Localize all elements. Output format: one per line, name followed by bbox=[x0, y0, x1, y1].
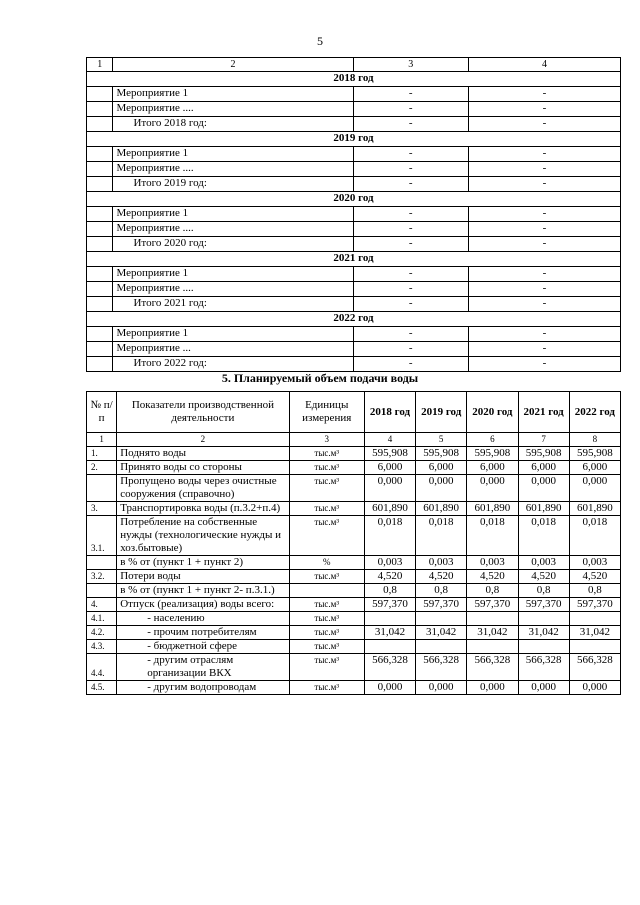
indicator-name: в % от (пункт 1 + пункт 2- п.3.1.) bbox=[117, 584, 289, 598]
measure-value: - bbox=[468, 237, 620, 252]
row-number: 4.2. bbox=[87, 626, 117, 640]
value-cell: 0,000 bbox=[467, 475, 518, 502]
measure-name: Мероприятие 1 bbox=[113, 87, 353, 102]
measure-name: Итого 2019 год: bbox=[113, 177, 353, 192]
value-cell: 595,908 bbox=[569, 447, 620, 461]
year-heading-row bbox=[87, 72, 621, 87]
value-cell: 566,328 bbox=[518, 654, 569, 681]
value-cell: 4,520 bbox=[518, 570, 569, 584]
row-number: 1. bbox=[87, 447, 117, 461]
header-year: 2019 год bbox=[416, 392, 467, 433]
table-row bbox=[87, 598, 621, 612]
year-heading-row bbox=[87, 192, 621, 207]
table-row bbox=[87, 297, 621, 312]
measure-value: - bbox=[353, 147, 468, 162]
row-number-cell bbox=[87, 117, 113, 132]
value-cell bbox=[364, 612, 415, 626]
value-cell: 6,000 bbox=[518, 461, 569, 475]
value-cell: 0,8 bbox=[518, 584, 569, 598]
table-row bbox=[87, 447, 621, 461]
value-cell: 0,018 bbox=[416, 516, 467, 556]
row-number-cell bbox=[87, 162, 113, 177]
value-cell: 566,328 bbox=[467, 654, 518, 681]
header-unit: Единицы измерения bbox=[289, 392, 364, 433]
column-number-cell: 5 bbox=[416, 433, 467, 447]
value-cell: 0,000 bbox=[569, 475, 620, 502]
row-number: 4.1. bbox=[87, 612, 117, 626]
measure-value: - bbox=[468, 342, 620, 357]
value-cell: 0,000 bbox=[569, 681, 620, 695]
value-cell: 31,042 bbox=[467, 626, 518, 640]
value-cell: 0,8 bbox=[467, 584, 518, 598]
row-number bbox=[87, 475, 117, 502]
unit-cell: тыс.м³ bbox=[289, 640, 364, 654]
value-cell: 601,890 bbox=[518, 502, 569, 516]
table-row bbox=[87, 502, 621, 516]
row-number-cell bbox=[87, 357, 113, 372]
unit-cell: тыс.м³ bbox=[289, 516, 364, 556]
value-cell: 4,520 bbox=[569, 570, 620, 584]
year-heading: 2021 год bbox=[87, 252, 621, 267]
indicator-name: Пропущено воды через очистные сооружения (справочно) bbox=[117, 475, 289, 502]
measure-name: Итого 2018 год: bbox=[113, 117, 353, 132]
unit-cell: тыс.м³ bbox=[289, 654, 364, 681]
measure-value: - bbox=[353, 297, 468, 312]
indicator-name: - бюджетной сфере bbox=[117, 640, 289, 654]
header-year: 2021 год bbox=[518, 392, 569, 433]
indicator-name: Отпуск (реализация) воды всего: bbox=[117, 598, 289, 612]
value-cell: 0,8 bbox=[364, 584, 415, 598]
value-cell: 31,042 bbox=[416, 626, 467, 640]
measure-value: - bbox=[468, 282, 620, 297]
row-number-cell bbox=[87, 267, 113, 282]
indicator-name: Принято воды со стороны bbox=[117, 461, 289, 475]
value-cell: 597,370 bbox=[416, 598, 467, 612]
header-row bbox=[87, 392, 621, 433]
value-cell: 597,370 bbox=[518, 598, 569, 612]
measure-name: Итого 2020 год: bbox=[113, 237, 353, 252]
column-number-cell: 2 bbox=[117, 433, 289, 447]
unit-cell: тыс.м³ bbox=[289, 612, 364, 626]
table-row bbox=[87, 207, 621, 222]
header-indicator: Показатели производственной деятельности bbox=[117, 392, 289, 433]
value-cell: 0,003 bbox=[416, 556, 467, 570]
value-cell bbox=[416, 612, 467, 626]
unit-cell: тыс.м³ bbox=[289, 598, 364, 612]
measure-value: - bbox=[353, 207, 468, 222]
value-cell: 0,000 bbox=[364, 475, 415, 502]
measure-name: Мероприятие 1 bbox=[113, 147, 353, 162]
row-number: 3.2. bbox=[87, 570, 117, 584]
value-cell: 601,890 bbox=[364, 502, 415, 516]
measure-value: - bbox=[468, 162, 620, 177]
value-cell: 601,890 bbox=[467, 502, 518, 516]
value-cell: 0,018 bbox=[518, 516, 569, 556]
table-row bbox=[87, 177, 621, 192]
value-cell: 0,000 bbox=[518, 475, 569, 502]
table-row bbox=[87, 584, 621, 598]
value-cell: 566,328 bbox=[364, 654, 415, 681]
column-number-cell: 1 bbox=[87, 433, 117, 447]
measure-value: - bbox=[353, 222, 468, 237]
indicator-name: в % от (пункт 1 + пункт 2) bbox=[117, 556, 289, 570]
column-number-cell: 8 bbox=[569, 433, 620, 447]
value-cell: 601,890 bbox=[416, 502, 467, 516]
row-number-cell bbox=[87, 147, 113, 162]
measure-name: Мероприятие .... bbox=[113, 222, 353, 237]
value-cell: 0,003 bbox=[467, 556, 518, 570]
row-number: 4.4. bbox=[87, 654, 117, 681]
value-cell bbox=[467, 612, 518, 626]
row-number-cell bbox=[87, 237, 113, 252]
column-number-cell: 1 bbox=[87, 58, 113, 72]
value-cell: 597,370 bbox=[467, 598, 518, 612]
unit-cell bbox=[289, 584, 364, 598]
value-cell: 0,8 bbox=[416, 584, 467, 598]
value-cell: 566,328 bbox=[569, 654, 620, 681]
header-row bbox=[87, 58, 621, 72]
table-row bbox=[87, 570, 621, 584]
value-cell: 4,520 bbox=[364, 570, 415, 584]
measures-table bbox=[86, 57, 621, 372]
value-cell: 31,042 bbox=[569, 626, 620, 640]
row-number-cell bbox=[87, 87, 113, 102]
measure-name: Итого 2021 год: bbox=[113, 297, 353, 312]
value-cell bbox=[518, 612, 569, 626]
value-cell: 597,370 bbox=[569, 598, 620, 612]
year-heading-row bbox=[87, 252, 621, 267]
measure-name: Итого 2022 год: bbox=[113, 357, 353, 372]
column-numbers-row bbox=[87, 433, 621, 447]
measure-value: - bbox=[468, 117, 620, 132]
column-number-cell: 4 bbox=[364, 433, 415, 447]
row-number bbox=[87, 584, 117, 598]
value-cell: 0,000 bbox=[518, 681, 569, 695]
table-row bbox=[87, 267, 621, 282]
value-cell: 4,520 bbox=[467, 570, 518, 584]
row-number-cell bbox=[87, 102, 113, 117]
unit-cell: тыс.м³ bbox=[289, 502, 364, 516]
row-number: 3. bbox=[87, 502, 117, 516]
measure-value: - bbox=[353, 237, 468, 252]
header-year: 2018 год bbox=[364, 392, 415, 433]
indicator-name: Поднято воды bbox=[117, 447, 289, 461]
measure-value: - bbox=[353, 357, 468, 372]
value-cell: 0,003 bbox=[518, 556, 569, 570]
row-number-cell bbox=[87, 342, 113, 357]
year-heading: 2020 год bbox=[87, 192, 621, 207]
table-row bbox=[87, 681, 621, 695]
unit-cell: тыс.м³ bbox=[289, 570, 364, 584]
table-row bbox=[87, 327, 621, 342]
value-cell: 597,370 bbox=[364, 598, 415, 612]
measure-name: Мероприятие 1 bbox=[113, 267, 353, 282]
value-cell bbox=[467, 640, 518, 654]
value-cell: 0,000 bbox=[416, 681, 467, 695]
year-heading: 2022 год bbox=[87, 312, 621, 327]
measure-value: - bbox=[468, 177, 620, 192]
table-row bbox=[87, 640, 621, 654]
unit-cell: тыс.м³ bbox=[289, 461, 364, 475]
measure-value: - bbox=[468, 87, 620, 102]
header-year: 2022 год bbox=[569, 392, 620, 433]
measure-value: - bbox=[353, 327, 468, 342]
measure-value: - bbox=[353, 177, 468, 192]
year-heading-row bbox=[87, 312, 621, 327]
measure-value: - bbox=[468, 297, 620, 312]
table-row bbox=[87, 237, 621, 252]
header-year: 2020 год bbox=[467, 392, 518, 433]
column-number-cell: 7 bbox=[518, 433, 569, 447]
header-num: № п/п bbox=[87, 392, 117, 433]
measure-value: - bbox=[468, 147, 620, 162]
value-cell: 0,018 bbox=[467, 516, 518, 556]
table-row bbox=[87, 102, 621, 117]
row-number-cell bbox=[87, 222, 113, 237]
value-cell: 0,8 bbox=[569, 584, 620, 598]
row-number: 2. bbox=[87, 461, 117, 475]
value-cell: 0,018 bbox=[569, 516, 620, 556]
indicator-name: - прочим потребителям bbox=[117, 626, 289, 640]
value-cell: 595,908 bbox=[416, 447, 467, 461]
measure-value: - bbox=[468, 207, 620, 222]
table-row bbox=[87, 87, 621, 102]
value-cell bbox=[364, 640, 415, 654]
unit-cell: тыс.м³ bbox=[289, 447, 364, 461]
indicator-name: - населению bbox=[117, 612, 289, 626]
indicator-name: Потребление на собственные нужды (технологические нужды и хоз.бытовые) bbox=[117, 516, 289, 556]
value-cell bbox=[569, 612, 620, 626]
table-row bbox=[87, 117, 621, 132]
row-number: 4.3. bbox=[87, 640, 117, 654]
value-cell: 0,003 bbox=[364, 556, 415, 570]
indicator-name: - другим водопроводам bbox=[117, 681, 289, 695]
value-cell: 0,003 bbox=[569, 556, 620, 570]
indicator-name: - другим отраслям организации ВКХ bbox=[117, 654, 289, 681]
value-cell: 6,000 bbox=[569, 461, 620, 475]
value-cell: 595,908 bbox=[467, 447, 518, 461]
value-cell: 6,000 bbox=[364, 461, 415, 475]
value-cell: 0,018 bbox=[364, 516, 415, 556]
value-cell: 0,000 bbox=[364, 681, 415, 695]
row-number: 4.5. bbox=[87, 681, 117, 695]
measure-value: - bbox=[468, 102, 620, 117]
table-row bbox=[87, 556, 621, 570]
value-cell: 595,908 bbox=[364, 447, 415, 461]
year-heading: 2019 год bbox=[87, 132, 621, 147]
row-number-cell bbox=[87, 297, 113, 312]
value-cell: 6,000 bbox=[467, 461, 518, 475]
column-number-cell: 6 bbox=[467, 433, 518, 447]
measure-name: Мероприятие .... bbox=[113, 282, 353, 297]
table-row bbox=[87, 342, 621, 357]
column-number-cell: 3 bbox=[353, 58, 468, 72]
measure-name: Мероприятие .... bbox=[113, 162, 353, 177]
measure-value: - bbox=[468, 357, 620, 372]
measure-value: - bbox=[468, 327, 620, 342]
measure-name: Мероприятие .... bbox=[113, 102, 353, 117]
column-number-cell: 2 bbox=[113, 58, 353, 72]
row-number-cell bbox=[87, 282, 113, 297]
unit-cell: % bbox=[289, 556, 364, 570]
unit-cell: тыс.м³ bbox=[289, 681, 364, 695]
value-cell bbox=[518, 640, 569, 654]
column-number-cell: 4 bbox=[468, 58, 620, 72]
indicator-name: Транспортировка воды (п.3.2+п.4) bbox=[117, 502, 289, 516]
row-number-cell bbox=[87, 207, 113, 222]
measure-value: - bbox=[353, 117, 468, 132]
table-row bbox=[87, 612, 621, 626]
measure-name: Мероприятие 1 bbox=[113, 207, 353, 222]
row-number: 4. bbox=[87, 598, 117, 612]
water-supply-table bbox=[86, 391, 621, 695]
row-number: 3.1. bbox=[87, 516, 117, 556]
table-row bbox=[87, 162, 621, 177]
value-cell bbox=[416, 640, 467, 654]
table-row bbox=[87, 516, 621, 556]
measure-name: Мероприятие ... bbox=[113, 342, 353, 357]
value-cell: 0,000 bbox=[416, 475, 467, 502]
page-number: 5 bbox=[317, 34, 323, 48]
table-row bbox=[87, 475, 621, 502]
year-heading-row bbox=[87, 132, 621, 147]
row-number bbox=[87, 556, 117, 570]
value-cell: 595,908 bbox=[518, 447, 569, 461]
table-row bbox=[87, 282, 621, 297]
measure-value: - bbox=[468, 267, 620, 282]
table-row bbox=[87, 222, 621, 237]
value-cell: 6,000 bbox=[416, 461, 467, 475]
column-number-cell: 3 bbox=[289, 433, 364, 447]
measure-value: - bbox=[353, 162, 468, 177]
row-number-cell bbox=[87, 327, 113, 342]
measure-value: - bbox=[353, 87, 468, 102]
measure-value: - bbox=[353, 342, 468, 357]
measure-value: - bbox=[468, 222, 620, 237]
value-cell: 31,042 bbox=[364, 626, 415, 640]
table-row bbox=[87, 626, 621, 640]
year-heading: 2018 год bbox=[87, 72, 621, 87]
measure-value: - bbox=[353, 102, 468, 117]
measure-value: - bbox=[353, 282, 468, 297]
value-cell: 566,328 bbox=[416, 654, 467, 681]
table-row bbox=[87, 654, 621, 681]
unit-cell: тыс.м³ bbox=[289, 475, 364, 502]
measure-name: Мероприятие 1 bbox=[113, 327, 353, 342]
value-cell: 31,042 bbox=[518, 626, 569, 640]
value-cell: 4,520 bbox=[416, 570, 467, 584]
measure-value: - bbox=[353, 267, 468, 282]
indicator-name: Потери воды bbox=[117, 570, 289, 584]
value-cell: 601,890 bbox=[569, 502, 620, 516]
row-number-cell bbox=[87, 177, 113, 192]
section-title: 5. Планируемый объем подачи воды bbox=[221, 371, 419, 385]
unit-cell: тыс.м³ bbox=[289, 626, 364, 640]
table-row bbox=[87, 147, 621, 162]
value-cell: 0,000 bbox=[467, 681, 518, 695]
table-row bbox=[87, 357, 621, 372]
value-cell bbox=[569, 640, 620, 654]
table-row bbox=[87, 461, 621, 475]
